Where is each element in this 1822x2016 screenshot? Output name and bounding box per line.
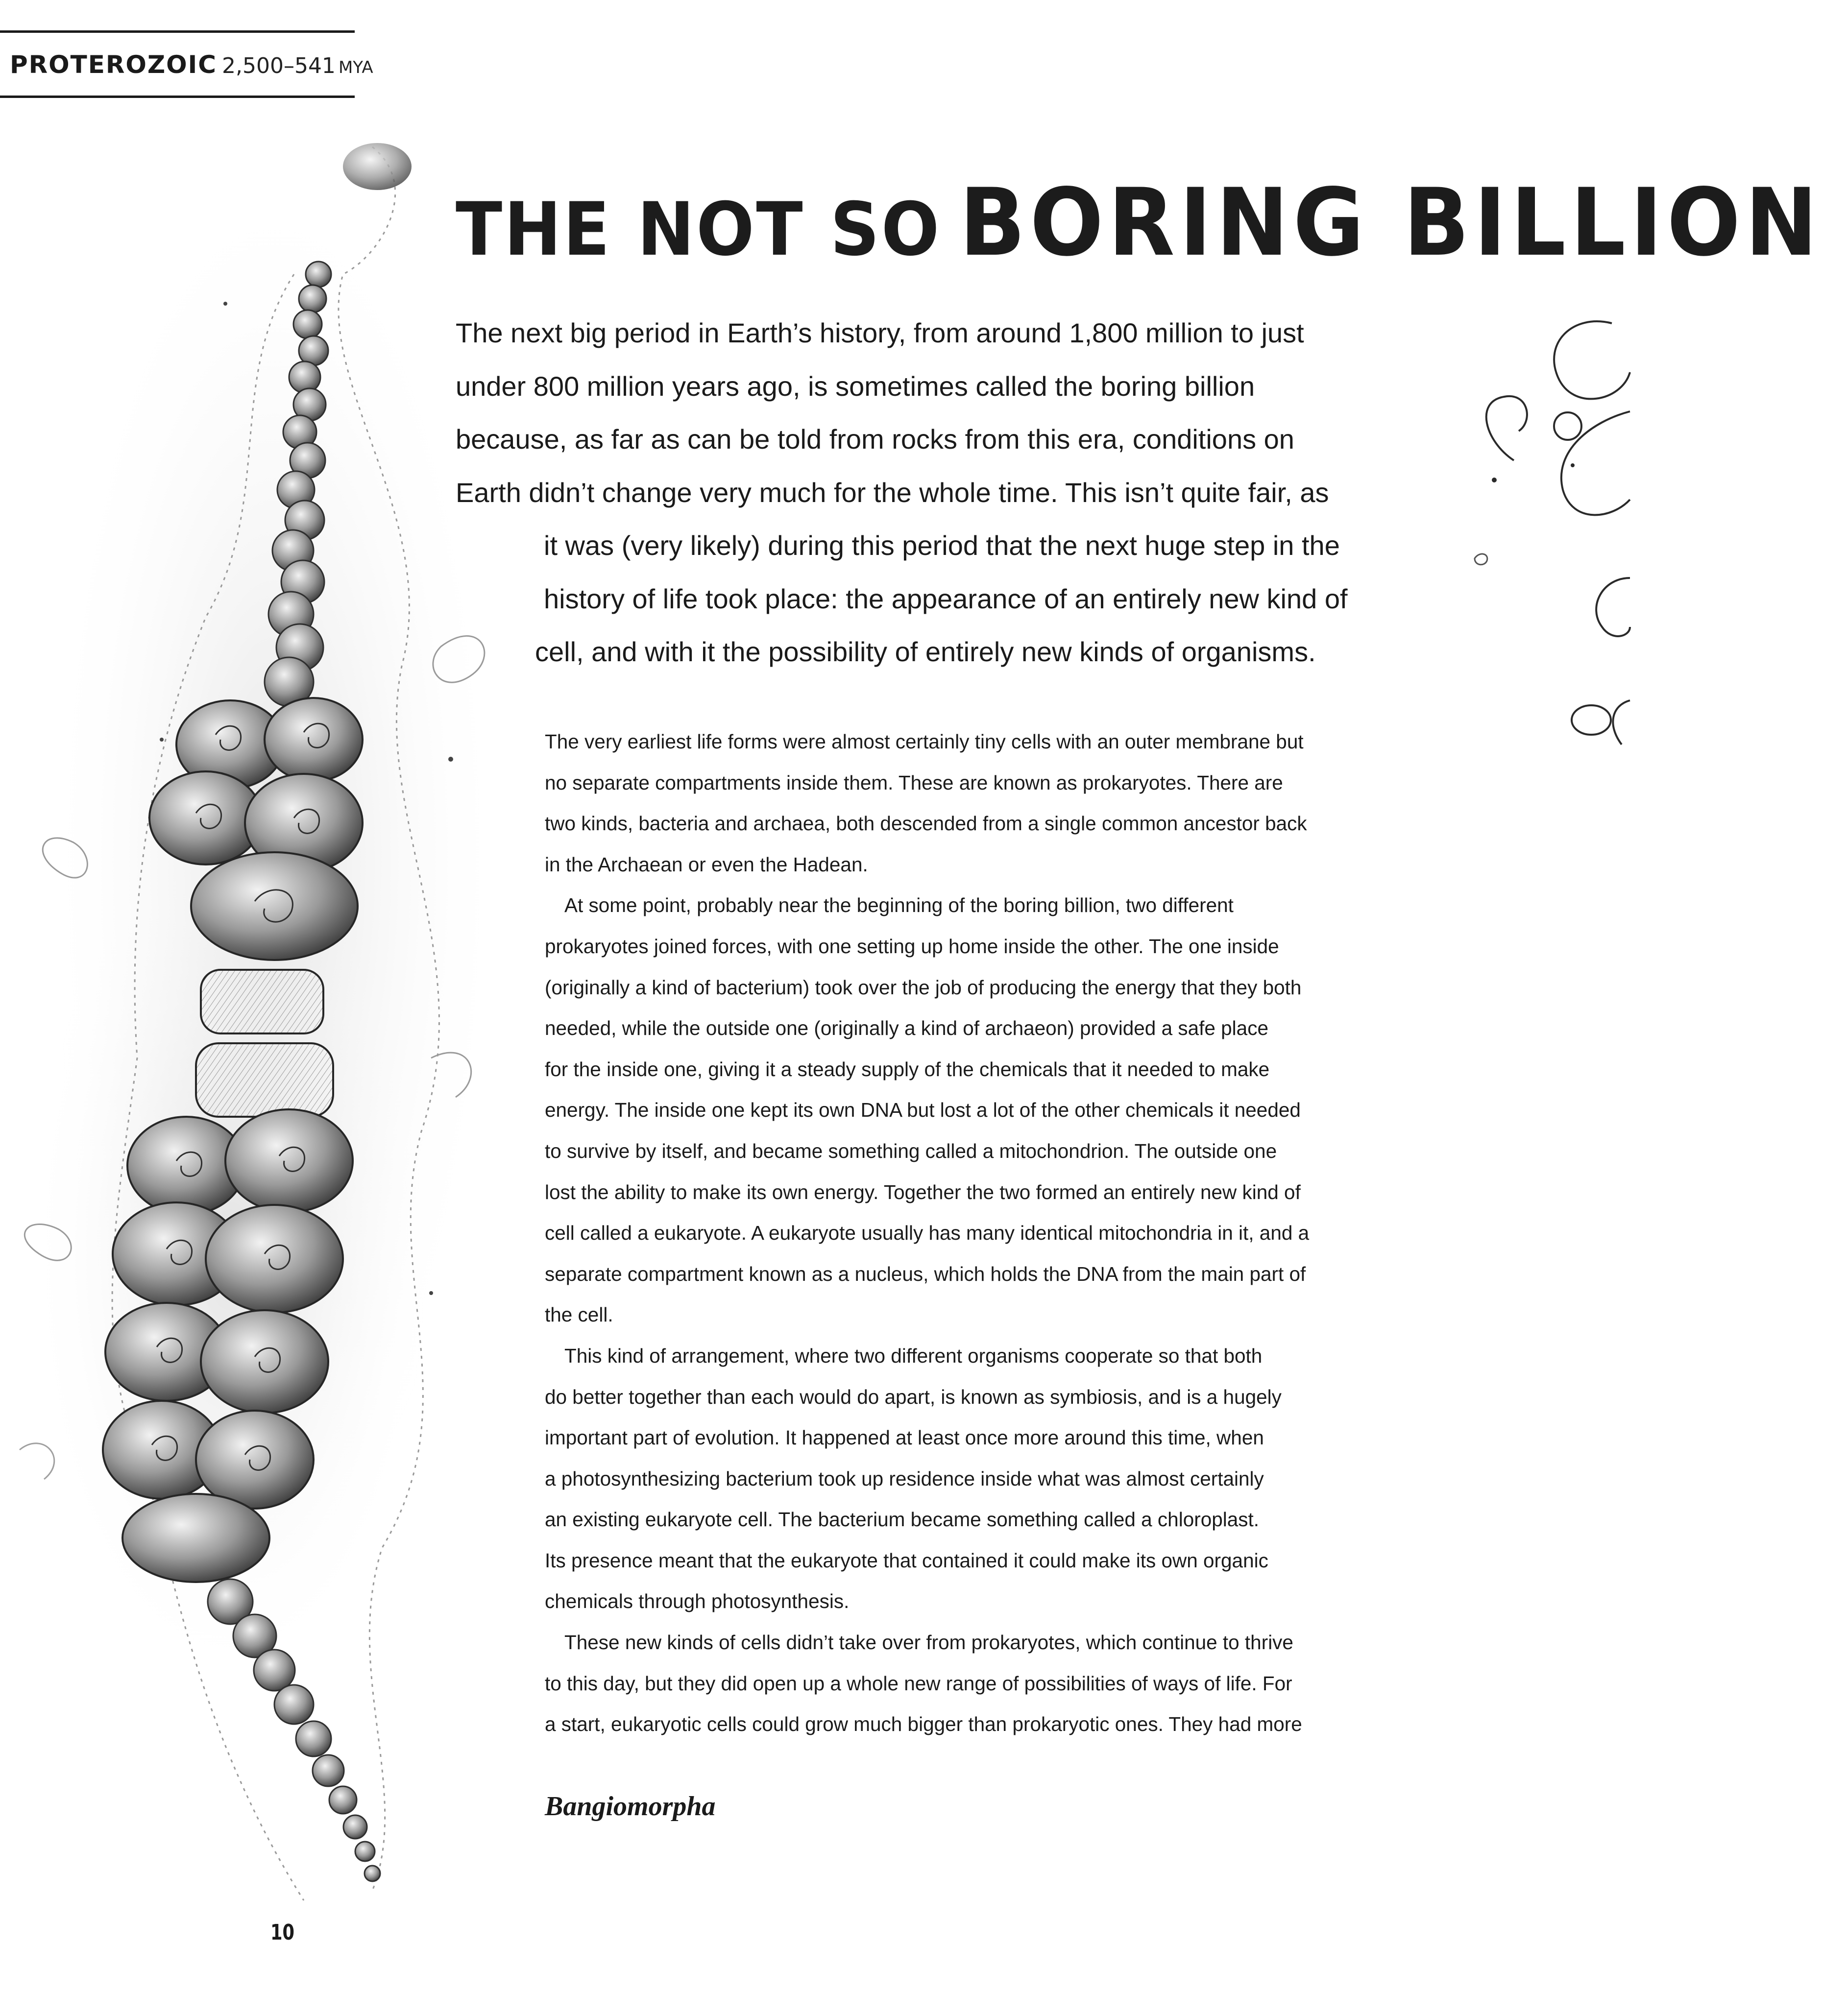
intro-line: history of life took place: the appearance of an entirely new kind of (544, 583, 1348, 614)
body-line: no separate compartments inside them. These are known as prokaryotes. There are (545, 771, 1283, 794)
page-title (456, 168, 1822, 277)
body-line: two kinds, bacteria and archaea, both descended from a single common ancestor back (545, 812, 1307, 835)
intro-line: Earth didn’t change very much for the whole time. This isn’t quite fair, as (456, 477, 1329, 508)
body-line: do better together than each would do apart, is known as symbiosis, and is a hugely (545, 1385, 1282, 1408)
section-date-unit: MYA (338, 58, 373, 77)
title-main: BORING BILLION (959, 168, 1822, 277)
body-line: an existing eukaryote cell. The bacterium became something called a chloroplast. (545, 1508, 1260, 1531)
body-line: At some point, probably near the beginning of the boring billion, two different (564, 894, 1234, 917)
body-line: These new kinds of cells didn’t take over from prokaryotes, which continue to thrive (564, 1631, 1293, 1654)
body-line: a photosynthesizing bacterium took up residence inside what was almost certainly (545, 1467, 1264, 1490)
section-header (0, 30, 373, 98)
body-line: (originally a kind of bacterium) took over the job of producing the energy that they both (545, 976, 1302, 999)
body-line: chemicals through photosynthesis. (545, 1590, 850, 1613)
body-line: prokaryotes joined forces, with one setting up home inside the other. The one inside (545, 935, 1279, 958)
body-line: Its presence meant that the eukaryote that contained it could make its own organic (545, 1549, 1268, 1572)
bangiomorpha-illustration (0, 127, 529, 1940)
cell-swirl-decoration (1465, 304, 1630, 744)
intro-line: it was (very likely) during this period that the next huge step in the (544, 530, 1340, 561)
section-bottom-rule (0, 96, 355, 98)
intro-paragraph (456, 307, 1406, 679)
body-line: separate compartment known as a nucleus, which holds the DNA from the main part of (545, 1262, 1306, 1285)
body-line: needed, while the outside one (originally a kind of archaeon) provided a safe place (545, 1017, 1268, 1040)
intro-line: because, as far as can be told from rocks from this era, conditions on (456, 424, 1294, 455)
body-line: for the inside one, giving it a steady supply of the chemicals that it needed to make (545, 1057, 1270, 1080)
body-line: The very earliest life forms were almost certainly tiny cells with an outer membrane but (545, 730, 1304, 753)
body-line: the cell. (545, 1303, 613, 1326)
intro-line: cell, and with it the possibility of entirely new kinds of organisms. (535, 636, 1316, 667)
intro-line: under 800 million years ago, is sometimes called the boring billion (456, 370, 1255, 402)
section-label (10, 50, 373, 79)
body-line: to this day, but they did open up a whole new range of possibilities of ways of life. For (545, 1672, 1292, 1695)
body-line: cell called a eukaryote. A eukaryote usually has many identical mitochondria in it, and a (545, 1222, 1310, 1245)
intro-line: The next big period in Earth’s history, from around 1,800 million to just (456, 317, 1304, 348)
illustration-caption: Bangiomorpha (545, 1791, 716, 1822)
body-line: important part of evolution. It happened at least once more around this time, when (545, 1426, 1264, 1449)
body-line: to survive by itself, and became something called a mitochondrion. The outside one (545, 1139, 1277, 1162)
body-line: in the Archaean or even the Hadean. (545, 853, 868, 876)
section-era: PROTEROZOIC (10, 50, 217, 79)
body-line: lost the ability to make its own energy. Together the two formed an entirely new kind of (545, 1180, 1301, 1203)
body-line: a start, eukaryotic cells could grow much bigger than prokaryotic ones. They had more (545, 1713, 1302, 1736)
section-top-rule (0, 30, 355, 33)
page-number: 10 (270, 1920, 294, 1945)
body-text (545, 721, 1397, 1745)
body-line: This kind of arrangement, where two different organisms cooperate so that both (564, 1344, 1263, 1367)
title-prefix: THE NOT SO (456, 187, 942, 272)
section-date-range: 2,500–541 (221, 53, 336, 78)
body-line: energy. The inside one kept its own DNA but lost a lot of the other chemicals it needed (545, 1099, 1301, 1122)
